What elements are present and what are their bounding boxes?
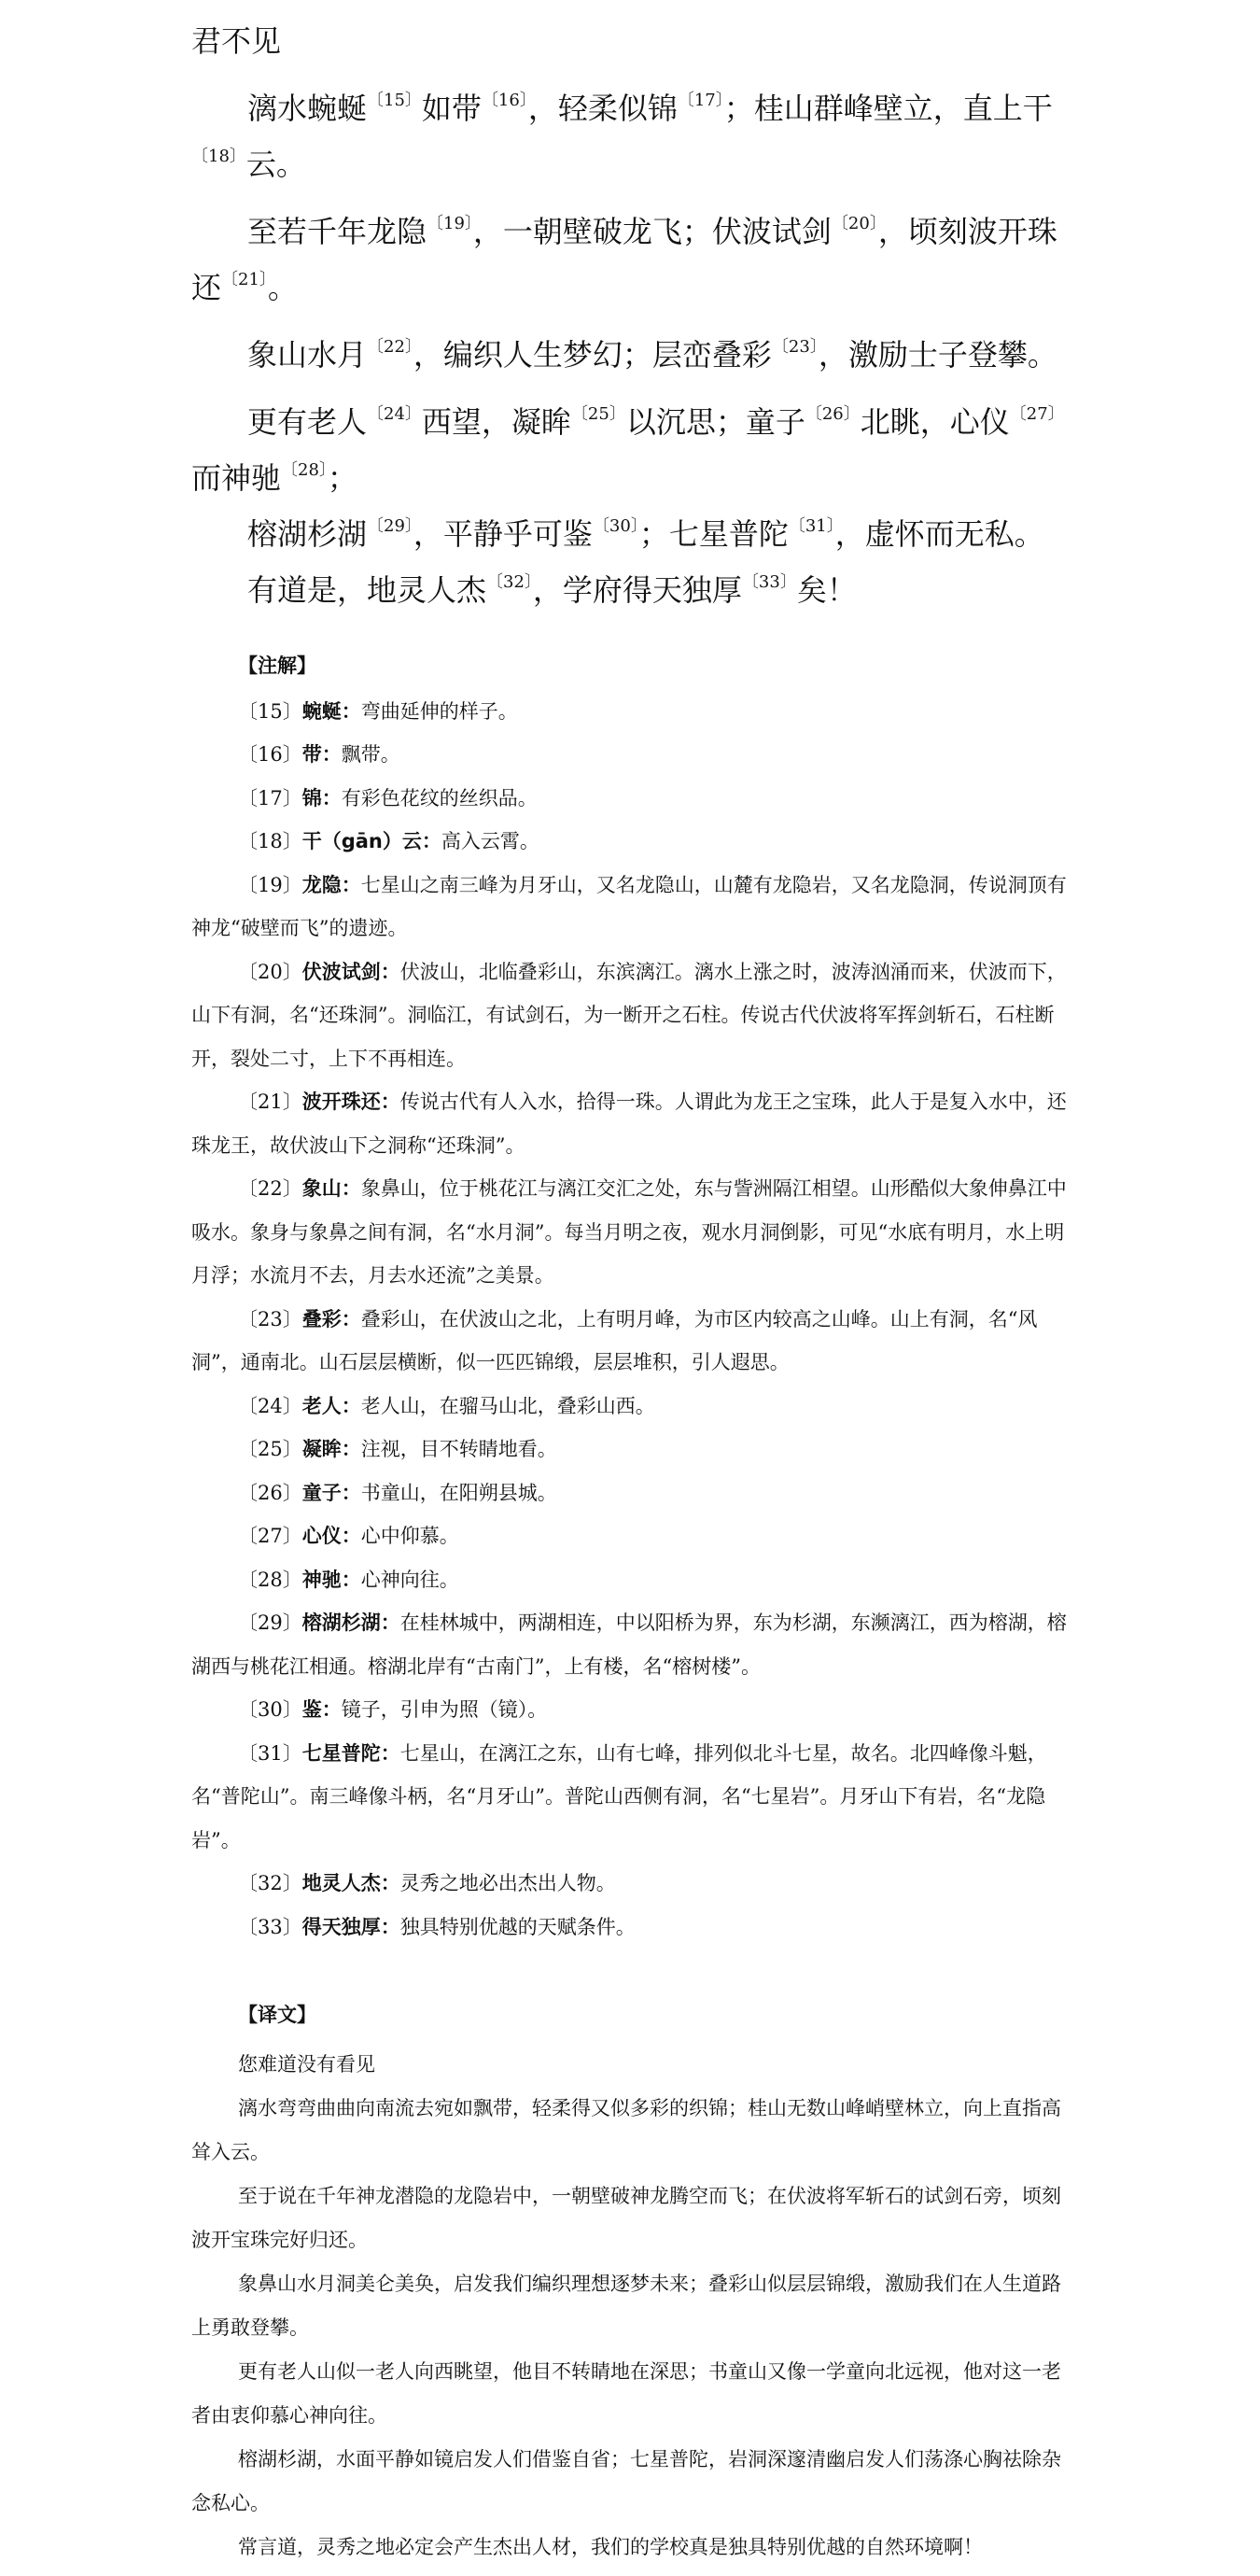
- note-number: 〔28〕: [238, 1568, 302, 1591]
- footnote-marker: 〔28〕: [281, 460, 328, 480]
- note-item: [191, 733, 1078, 777]
- note-text: 镜子，引申为照（镜）。: [341, 1698, 548, 1721]
- poem-line: 象山水月$^{〔22〕}$，编织人生梦幻；层峦叠彩$^{〔23〕}$，激励士子登攀。: [247, 337, 1057, 373]
- note-number: 〔33〕: [238, 1915, 302, 1938]
- note-item: [191, 1298, 1078, 1385]
- footnote-marker: 〔20〕: [831, 214, 878, 233]
- footnote-marker: 〔26〕: [805, 404, 861, 424]
- note-text: 飘带。: [341, 743, 400, 766]
- note-text: 象鼻山，位于桃花江与漓江交汇之处，东与訾洲隔江相望。山形酷似大象伸鼻江中吸水。象身与象鼻之间有洞，名“水月洞”。每当月明之夜，观水月洞倒影，可见“水底有明月，水上明月浮；水流月不去，月去水还流”之美景。: [191, 1177, 1067, 1287]
- note-term: 波开珠还：: [301, 1091, 400, 1113]
- footnote-marker: 〔17〕: [677, 91, 724, 110]
- poem-line: 漓水蜿蜒$^{〔15〕}$如带$^{〔16〕}$，轻柔似锦$^{〔17〕}$；桂山群峰壁立，直上干$^{〔18〕}$云。: [191, 91, 1053, 182]
- note-item: [191, 1688, 1078, 1732]
- translation-list: [191, 2043, 1078, 2569]
- note-item: [191, 820, 1078, 864]
- note-term: 象山：: [301, 1177, 361, 1200]
- note-text: 心中仰慕。: [360, 1525, 459, 1547]
- poem-line: 更有老人$^{〔24〕}$西望，凝眸$^{〔25〕}$以沉思；童子$^{〔26〕}$北眺，心仪$^{〔27〕}$而神驰$^{〔28〕}$；: [191, 404, 1065, 496]
- translation-paragraph: 象鼻山水月洞美仑美奂，启发我们编织理想逐梦未来；叠彩山似层层锦缎，激励我们在人生道路上勇敢登攀。: [191, 2273, 1061, 2339]
- note-term: 七星普陀：: [301, 1741, 400, 1765]
- note-number: 〔25〕: [238, 1438, 302, 1460]
- note-term: 得天独厚：: [301, 1915, 400, 1938]
- note-text: 有彩色花纹的丝织品。: [341, 786, 538, 809]
- note-item: [191, 864, 1078, 950]
- note-item: [191, 1167, 1078, 1298]
- note-number: 〔17〕: [238, 786, 302, 809]
- note-number: 〔22〕: [238, 1177, 302, 1200]
- note-number: 〔32〕: [238, 1872, 302, 1894]
- translation-section: [191, 1993, 1078, 2569]
- poem-line: 榕湖杉湖$^{〔29〕}$，平静乎可鉴$^{〔30〕}$；七星普陀$^{〔31〕}$，虚怀而无私。: [247, 516, 1044, 552]
- note-number: 〔15〕: [238, 699, 302, 723]
- note-text: 高入云霄。: [441, 830, 539, 852]
- footnote-marker: 〔29〕: [367, 516, 413, 536]
- note-term: 蜿蜒：: [301, 699, 361, 723]
- note-text: 注视，目不转睛地看。: [360, 1438, 557, 1460]
- note-term: 地灵人杰：: [301, 1872, 400, 1894]
- note-text: 传说古代有人入水，拾得一珠。人谓此为龙王之宝珠，此人于是复入水中，还珠龙王，故伏波山下之洞称“还珠洞”。: [191, 1091, 1067, 1157]
- note-term: 童子：: [301, 1481, 361, 1504]
- note-number: 〔30〕: [238, 1698, 302, 1721]
- footnote-marker: 〔31〕: [788, 516, 835, 536]
- note-item: [191, 690, 1078, 734]
- note-number: 〔20〕: [238, 960, 302, 983]
- note-term: 老人：: [301, 1394, 361, 1417]
- note-number: 〔24〕: [238, 1394, 302, 1417]
- note-text: 弯曲延伸的样子。: [360, 699, 518, 723]
- poem-line: 君不见: [191, 23, 282, 59]
- notes-list: [191, 690, 1078, 1950]
- note-number: 〔18〕: [238, 830, 302, 852]
- note-text: 七星山之南三峰为月牙山，又名龙隐山，山麓有龙隐岩，又名龙隐洞，传说洞顶有神龙“破壁而飞”的遗迹。: [191, 873, 1067, 939]
- footnote-marker: 〔25〕: [570, 404, 626, 424]
- poem-section: [191, 13, 1078, 618]
- note-term: 神驰：: [301, 1568, 361, 1591]
- footnote-marker: 〔21〕: [221, 270, 268, 289]
- translation-paragraph: 榕湖杉湖，水面平静如镜启发人们借鉴自省；七星普陀，岩洞深邃清幽启发人们荡涤心胸祛除杂念私心。: [191, 2448, 1061, 2514]
- note-term: 鉴：: [301, 1698, 342, 1721]
- translation-paragraph: 更有老人山似一老人向西眺望，他目不转睛地在深思；书童山又像一学童向北远视，他对这一老者由衷仰慕心神向往。: [191, 2360, 1061, 2427]
- notes-heading: 【注解】: [238, 655, 316, 677]
- note-item: [191, 1514, 1078, 1558]
- footnote-marker: 〔23〕: [771, 337, 819, 357]
- note-item: [191, 1385, 1078, 1429]
- note-text: 灵秀之地必出杰出人物。: [399, 1872, 616, 1894]
- translation-paragraph: 常言道，灵秀之地必定会产生杰出人材，我们的学校真是独具特别优越的自然环境啊！: [238, 2536, 983, 2558]
- note-item: [191, 1558, 1078, 1602]
- footnote-marker: 〔32〕: [486, 572, 533, 592]
- translation-paragraph: 您难道没有看见: [238, 2053, 375, 2076]
- note-number: 〔19〕: [238, 873, 302, 896]
- poem-line: 至若千年龙隐$^{〔19〕}$，一朝壁破龙飞；伏波试剑$^{〔20〕}$，顷刻波开珠还$^{〔21〕}$。: [191, 214, 1057, 305]
- note-text: 老人山，在骝马山北，叠彩山西。: [360, 1394, 655, 1417]
- footnote-marker: 〔27〕: [1009, 404, 1065, 424]
- note-term: 干（gān）云：: [301, 830, 441, 852]
- note-text: 书童山，在阳朔县城。: [360, 1481, 557, 1504]
- translation-heading: 【译文】: [238, 2004, 316, 2026]
- footnote-marker: 〔16〕: [481, 91, 528, 110]
- note-text: 在桂林城中，两湖相连，中以阳桥为界，东为杉湖，东濒漓江，西为榕湖，榕湖西与桃花江相通。榕湖北岸有“古南门”，上有楼，名“榕树楼”。: [191, 1612, 1067, 1678]
- note-number: 〔31〕: [238, 1741, 302, 1765]
- note-item: [191, 950, 1078, 1081]
- note-term: 带：: [301, 743, 342, 766]
- footnote-marker: 〔22〕: [367, 337, 413, 357]
- note-number: 〔23〕: [238, 1307, 302, 1330]
- note-number: 〔16〕: [238, 743, 302, 766]
- note-item: [191, 777, 1078, 821]
- note-term: 榕湖杉湖：: [301, 1612, 400, 1634]
- note-term: 锦：: [301, 786, 342, 809]
- footnote-marker: 〔18〕: [191, 147, 246, 166]
- note-term: 凝眸：: [301, 1438, 361, 1460]
- note-item: [191, 1862, 1078, 1906]
- footnote-marker: 〔15〕: [367, 91, 422, 110]
- poem-line: 有道是，地灵人杰$^{〔32〕}$，学府得天独厚$^{〔33〕}$矣！: [247, 572, 857, 608]
- note-item: [191, 1080, 1078, 1167]
- note-number: 〔29〕: [238, 1612, 302, 1634]
- note-number: 〔21〕: [238, 1091, 302, 1113]
- notes-section: [191, 644, 1078, 1949]
- note-item: [191, 1471, 1078, 1515]
- note-item: [191, 1601, 1078, 1688]
- note-term: 龙隐：: [301, 873, 361, 896]
- note-text: 叠彩山，在伏波山之北，上有明月峰，为市区内较高之山峰。山上有洞，名“风洞”，通南北。山石层层横断，似一匹匹锦缎，层层堆积，引人遐思。: [191, 1307, 1038, 1373]
- note-text: 心神向往。: [360, 1568, 459, 1591]
- note-item: [191, 1732, 1078, 1863]
- note-term: 叠彩：: [301, 1307, 361, 1330]
- footnote-marker: 〔19〕: [427, 214, 473, 233]
- translation-paragraph: 至于说在千年神龙潜隐的龙隐岩中，一朝壁破神龙腾空而飞；在伏波将军斩石的试剑石旁，顷刻波开宝珠完好归还。: [191, 2185, 1061, 2251]
- note-item: [191, 1906, 1078, 1950]
- note-term: 心仪：: [301, 1525, 361, 1547]
- note-number: 〔27〕: [238, 1525, 302, 1547]
- note-item: [191, 1428, 1078, 1471]
- note-text: 伏波山，北临叠彩山，东滨漓江。漓水上涨之时，波涛汹涌而来，伏波而下，山下有洞，名“还珠洞”。洞临江，有试剑石，为一断开之石柱。传说古代伏波将军挥剑斩石，石柱断开，裂处二寸，上下不再相连。: [191, 960, 1067, 1070]
- note-text: 独具特别优越的天赋条件。: [399, 1915, 636, 1938]
- footnote-marker: 〔30〕: [592, 516, 639, 536]
- note-number: 〔26〕: [238, 1481, 302, 1504]
- note-text: 七星山，在漓江之东，山有七峰，排列似北斗七星，故名。北四峰像斗魁，名“普陀山”。南三峰像斗柄，名“月牙山”。普陀山西侧有洞，名“七星岩”。月牙山下有岩，名“龙隐岩”。: [191, 1741, 1047, 1851]
- footnote-marker: 〔33〕: [741, 572, 797, 592]
- note-term: 伏波试剑：: [301, 960, 400, 983]
- footnote-marker: 〔24〕: [367, 404, 422, 424]
- translation-paragraph: 漓水弯弯曲曲向南流去宛如飘带，轻柔得又似多彩的织锦；桂山无数山峰峭壁林立，向上直指高耸入云。: [191, 2097, 1061, 2163]
